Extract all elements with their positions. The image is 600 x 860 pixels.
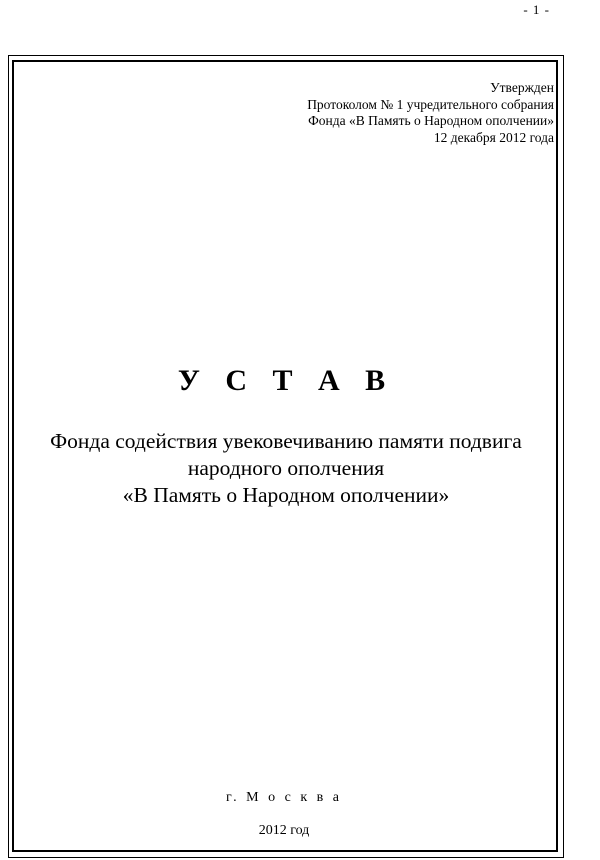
document-subtitle bbox=[0, 428, 572, 509]
page-number: - 1 - bbox=[523, 2, 550, 17]
approval-line-protocol: Протоколом № 1 учредительного собрания bbox=[307, 96, 554, 112]
approval-line-fund: Фонда «В Память о Народном ополчении» bbox=[308, 113, 554, 128]
year-label: 2012 год bbox=[258, 823, 310, 838]
subtitle-line-2: народного ополчения bbox=[187, 456, 385, 480]
approval-line-approved: Утвержден bbox=[490, 80, 554, 95]
approval-line-date: 12 декабря 2012 года bbox=[433, 129, 554, 145]
approval-block bbox=[307, 80, 554, 146]
document-title: У С Т А В bbox=[177, 364, 395, 397]
subtitle-line-3: «В Память о Народном ополчении» bbox=[122, 483, 450, 507]
city-label: г. М о с к в а bbox=[226, 790, 342, 805]
subtitle-line-1: Фонда содействия увековечиванию памяти подвига bbox=[50, 429, 522, 453]
